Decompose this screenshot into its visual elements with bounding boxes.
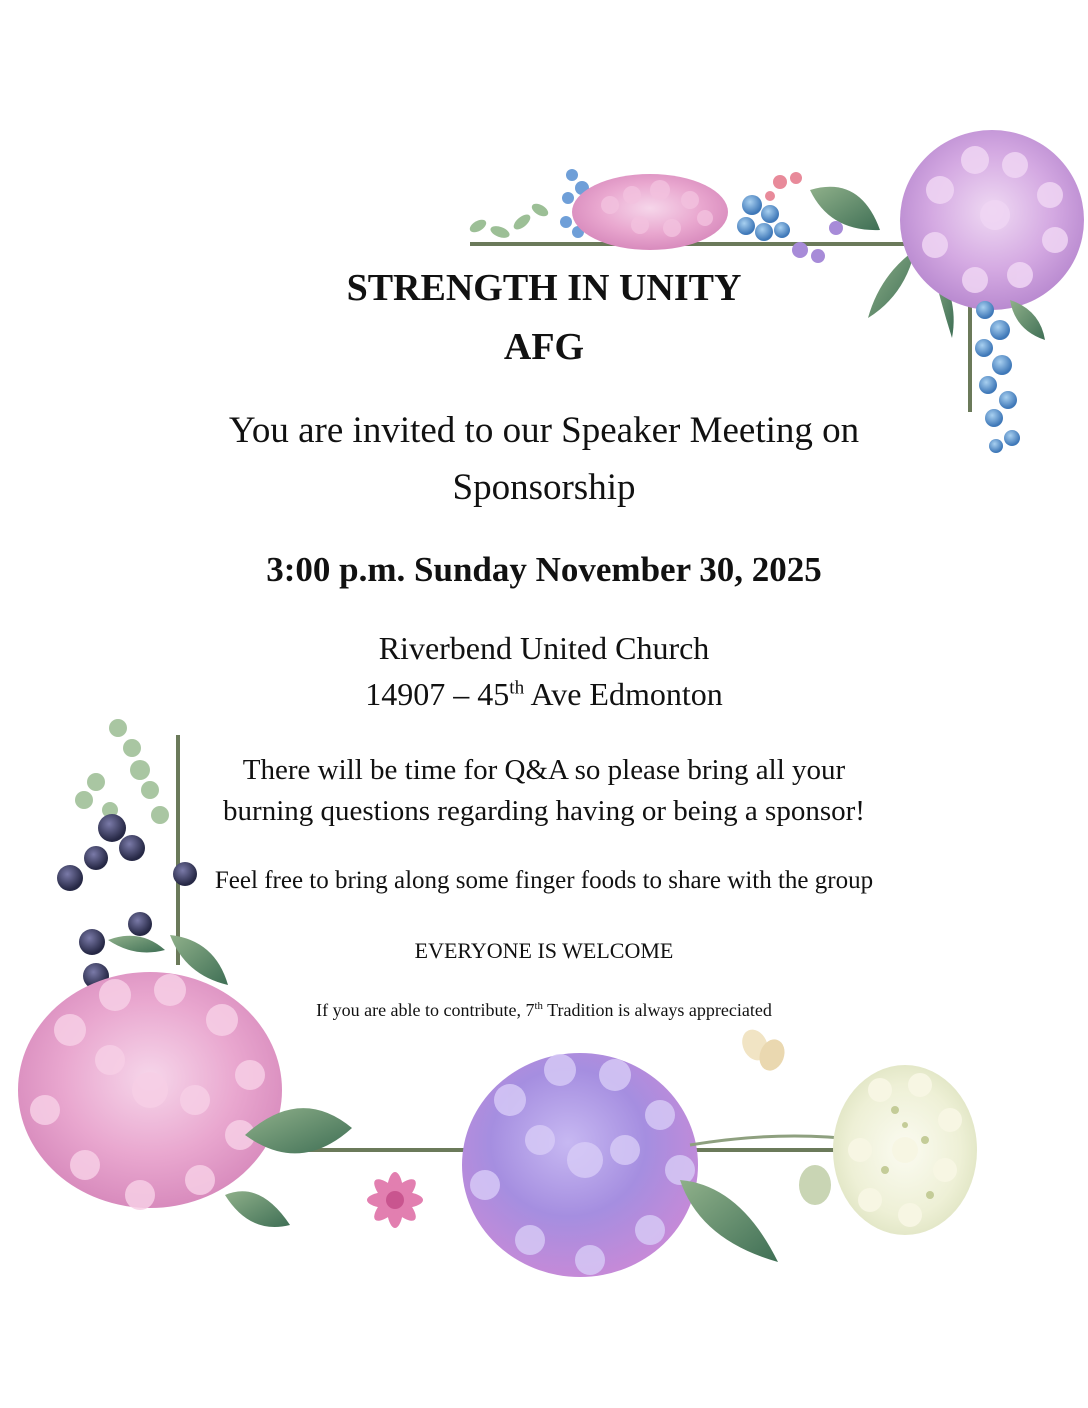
qa-line-2: burning questions regarding having or being a sponsor!: [223, 795, 865, 827]
invite-line-1: You are invited to our Speaker Meeting on: [228, 410, 860, 451]
address-ordinal: th: [509, 677, 525, 699]
contribution-prefix: If you are able to contribute, 7: [316, 1000, 535, 1020]
address-number: 14907 – 45: [365, 676, 510, 712]
title-line-1: STRENGTH IN UNITY: [346, 267, 742, 309]
address-street: Ave Edmonton: [524, 676, 723, 712]
welcome-note: EVERYONE IS WELCOME: [414, 938, 674, 963]
title-line-2: AFG: [503, 326, 585, 368]
contribution-suffix: Tradition is always appreciated: [542, 1000, 772, 1020]
event-datetime: 3:00 p.m. Sunday November 30, 2025: [266, 550, 822, 589]
contribution-note: [0, 1000, 1088, 1021]
venue-name: Riverbend United Church: [378, 630, 710, 666]
finger-food-note: Feel free to bring along some finger foods to share with the group: [214, 867, 874, 894]
invite-line-2: Sponsorship: [452, 467, 636, 508]
qa-line-1: There will be time for Q&A so please bring all your: [242, 754, 846, 786]
butterfly-icon: [737, 1025, 788, 1074]
venue-address: [0, 676, 1088, 713]
contribution-ordinal: th: [534, 1000, 543, 1012]
